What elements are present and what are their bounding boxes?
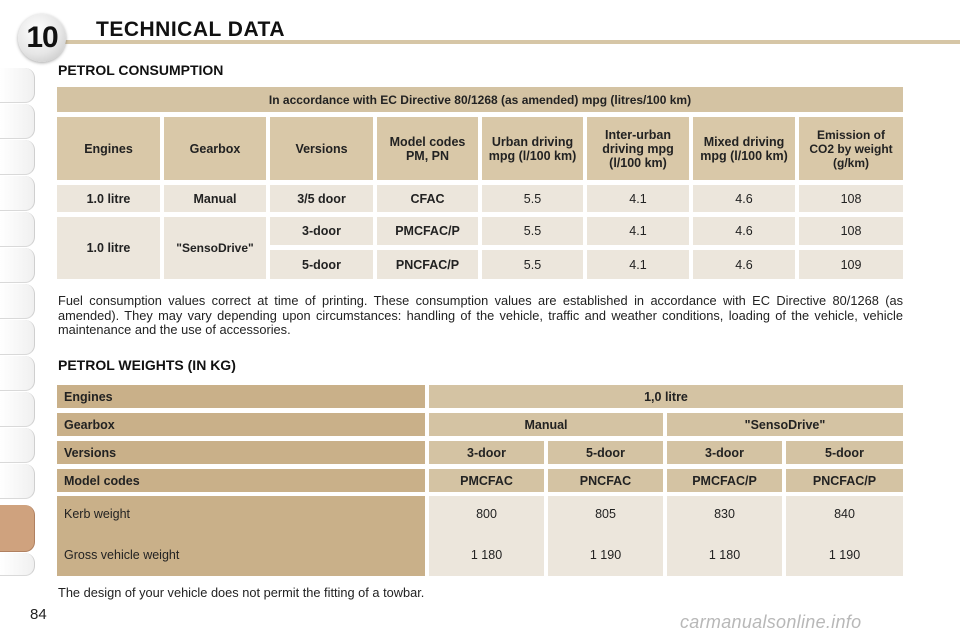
watermark: carmanualsonline.info xyxy=(680,612,862,632)
weights-model-code: PMCFAC xyxy=(429,469,544,492)
weights-model-code: PMCFAC/P xyxy=(667,469,782,492)
consumption-section-title: PETROL CONSUMPTION xyxy=(58,62,224,78)
chapter-tab[interactable] xyxy=(0,248,35,283)
chapter-tab[interactable] xyxy=(0,464,35,499)
row-label-engines: Engines xyxy=(57,385,425,408)
row-label-versions: Versions xyxy=(57,441,425,464)
weights-version: 3-door xyxy=(429,441,544,464)
cell-model-code: CFAC xyxy=(377,185,478,212)
col-header-inter-urban: Inter-urban driving mpg (l/100 km) xyxy=(587,117,689,180)
chapter-tab[interactable] xyxy=(0,68,35,103)
col-header-mixed: Mixed driving mpg (l/100 km) xyxy=(693,117,795,180)
cell-co2: 109 xyxy=(799,250,903,279)
cell-mixed: 4.6 xyxy=(693,185,795,212)
chapter-tab[interactable] xyxy=(0,284,35,319)
weights-version: 5-door xyxy=(786,441,903,464)
weights-version: 3-door xyxy=(667,441,782,464)
gross-weight-value: 1 190 xyxy=(828,548,861,562)
chapter-tab[interactable] xyxy=(0,320,35,355)
page-title: TECHNICAL DATA xyxy=(96,18,285,41)
cell-urban: 5.5 xyxy=(482,217,583,245)
chapter-tab[interactable] xyxy=(0,176,35,211)
cell-gearbox: Manual xyxy=(164,185,266,212)
cell-model-code: PNCFAC/P xyxy=(377,250,478,279)
col-header-versions: Versions xyxy=(270,117,373,180)
cell-mixed: 4.6 xyxy=(693,250,795,279)
directive-banner: In accordance with EC Directive 80/1268 (as amended) mpg (litres/100 km) xyxy=(57,87,903,112)
weights-gearbox-sensodrive: "SensoDrive" xyxy=(667,413,903,436)
chapter-tab[interactable] xyxy=(0,392,35,427)
page-number: 84 xyxy=(30,606,47,623)
row-label-gross-weight: Gross vehicle weight xyxy=(64,548,180,562)
cell-version: 5-door xyxy=(270,250,373,279)
kerb-weight-value: 805 xyxy=(595,507,616,521)
cell-inter-urban: 4.1 xyxy=(587,185,689,212)
chapter-tab[interactable] xyxy=(0,553,35,576)
col-header-urban: Urban driving mpg (l/100 km) xyxy=(482,117,583,180)
weights-gearbox-manual: Manual xyxy=(429,413,663,436)
kerb-weight-value: 830 xyxy=(714,507,735,521)
kerb-weight-value: 840 xyxy=(834,507,855,521)
col-header-engines: Engines xyxy=(57,117,160,180)
towbar-note: The design of your vehicle does not permit the fitting of a towbar. xyxy=(58,585,425,600)
weights-section-title: PETROL WEIGHTS (IN KG) xyxy=(58,357,236,373)
col-header-co2: Emission of CO2 by weight (g/km) xyxy=(799,117,903,180)
weights-model-code: PNCFAC/P xyxy=(786,469,903,492)
row-label-gearbox: Gearbox xyxy=(57,413,425,436)
cell-co2: 108 xyxy=(799,217,903,245)
weights-version: 5-door xyxy=(548,441,663,464)
row-label-model-codes: Model codes xyxy=(57,469,425,492)
chapter-tab[interactable] xyxy=(0,428,35,463)
col-header-gearbox: Gearbox xyxy=(164,117,266,180)
cell-version: 3-door xyxy=(270,217,373,245)
chapter-tab[interactable] xyxy=(0,140,35,175)
cell-gearbox: "SensoDrive" xyxy=(164,217,266,279)
gross-weight-value: 1 180 xyxy=(470,548,503,562)
row-label-kerb-weight: Kerb weight xyxy=(64,507,131,521)
cell-mixed: 4.6 xyxy=(693,217,795,245)
chapter-tab-active[interactable] xyxy=(0,505,35,552)
cell-engine: 1.0 litre xyxy=(57,185,160,212)
cell-version: 3/5 door xyxy=(270,185,373,212)
gross-weight-value: 1 180 xyxy=(708,548,741,562)
col-header-model-codes: Model codes PM, PN xyxy=(377,117,478,180)
cell-model-code: PMCFAC/P xyxy=(377,217,478,245)
weights-engine: 1,0 litre xyxy=(429,385,903,408)
cell-inter-urban: 4.1 xyxy=(587,250,689,279)
cell-co2: 108 xyxy=(799,185,903,212)
chapter-tab[interactable] xyxy=(0,104,35,139)
consumption-note: Fuel consumption values correct at time of printing. These consumption values are established in accordance with EC Directive 80/1268 (as amended). They may vary depending upon circumstances: handling of the vehicle, traffic and weather conditions, loading of the vehicle, vehicle maintenance and the use of accessories. xyxy=(58,293,903,337)
weights-model-code: PNCFAC xyxy=(548,469,663,492)
chapter-badge: 10 xyxy=(18,14,66,62)
chapter-tab[interactable] xyxy=(0,356,35,391)
kerb-weight-value: 800 xyxy=(476,507,497,521)
cell-urban: 5.5 xyxy=(482,250,583,279)
cell-engine: 1.0 litre xyxy=(57,217,160,279)
gross-weight-value: 1 190 xyxy=(589,548,622,562)
cell-urban: 5.5 xyxy=(482,185,583,212)
cell-inter-urban: 4.1 xyxy=(587,217,689,245)
chapter-tab[interactable] xyxy=(0,212,35,247)
